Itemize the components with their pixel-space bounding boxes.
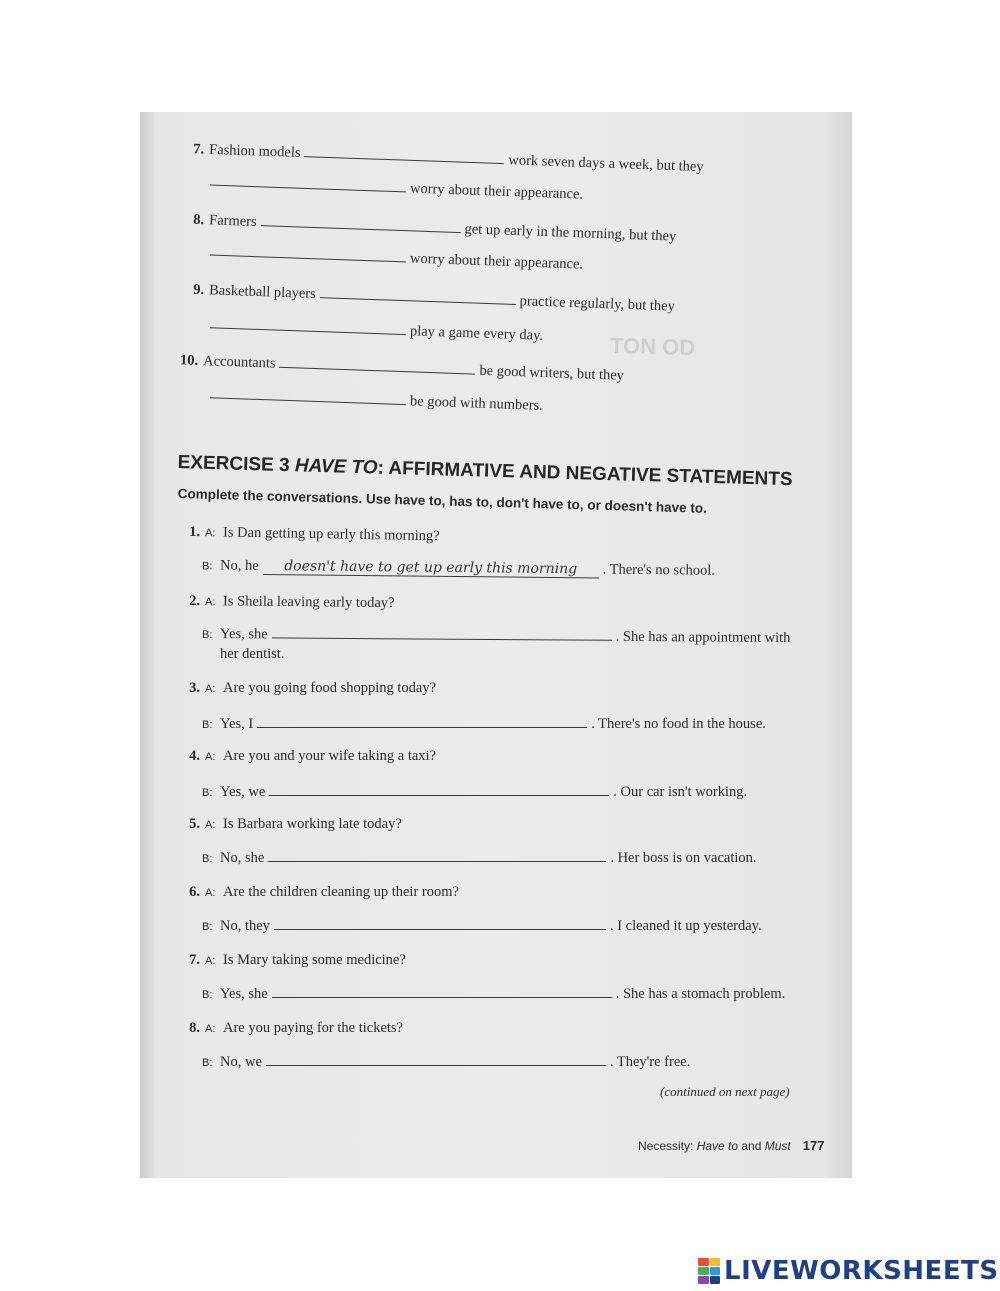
response-continued: her dentist. xyxy=(220,646,285,662)
conversation-6-b xyxy=(202,918,762,935)
speaker-b-label: B: xyxy=(202,1057,213,1069)
conversation-7-a xyxy=(180,952,406,969)
exercise-title-rest: : AFFIRMATIVE AND NEGATIVE STATEMENTS xyxy=(377,457,793,491)
conversation-4-a xyxy=(180,748,436,765)
question-text: Is Barbara working late today? xyxy=(223,816,402,832)
answer-blank[interactable] xyxy=(279,366,475,375)
response-end: . There's no school. xyxy=(602,561,716,579)
answer-blank[interactable] xyxy=(210,184,406,193)
exercise-title-italic: HAVE TO xyxy=(294,455,378,479)
response-end: . There's no food in the house. xyxy=(591,716,766,732)
response-start: Yes, she xyxy=(219,626,268,643)
conversation-2-b-cont xyxy=(220,646,284,663)
answer-blank[interactable] xyxy=(260,224,460,233)
item-end: be good with numbers. xyxy=(409,393,544,414)
continued-note: (continued on next page) xyxy=(660,1084,790,1099)
footer-italic-2: Must xyxy=(764,1139,791,1153)
question-text: Are you paying for the tickets? xyxy=(223,1020,403,1036)
conversation-1-b xyxy=(202,557,715,579)
liveworksheets-logo-icon xyxy=(698,1258,720,1284)
answer-field[interactable]: doesn't have to get up early this morning xyxy=(263,558,599,579)
response-end: . She has a stomach problem. xyxy=(615,986,786,1002)
conversation-5-b xyxy=(202,850,757,867)
response-end: . I cleaned it up yesterday. xyxy=(609,918,762,934)
item-number: 5. xyxy=(189,816,200,832)
conversation-3-b xyxy=(202,716,766,733)
speaker-b-label: B: xyxy=(201,628,213,642)
answer-field[interactable] xyxy=(257,727,587,728)
item-subject: Fashion models xyxy=(208,141,301,161)
answer-blank[interactable] xyxy=(210,326,406,335)
speaker-a-label: A: xyxy=(205,751,216,763)
logo-text: LIVEWORKSHEETS xyxy=(724,1256,999,1286)
conversation-8-a xyxy=(180,1020,403,1037)
answer-field[interactable] xyxy=(272,637,612,640)
item-9-line-2 xyxy=(206,316,544,345)
answer-field[interactable] xyxy=(272,997,612,998)
speaker-b-label: B: xyxy=(202,853,213,865)
answer-field[interactable] xyxy=(268,861,606,862)
speaker-a-label: A: xyxy=(204,596,216,609)
exercise-label: EXERCISE 3 xyxy=(177,452,290,477)
item-subject: Basketball players xyxy=(208,282,317,303)
response-start: Yes, we xyxy=(220,784,266,800)
book-page-photo xyxy=(140,112,852,1178)
speaker-b-label: B: xyxy=(202,921,213,933)
speaker-b-label: B: xyxy=(201,560,213,573)
footer-text-2: and xyxy=(738,1139,765,1153)
conversation-6-a xyxy=(180,884,459,901)
item-number: 9. xyxy=(193,281,205,299)
item-10-line-2 xyxy=(206,386,543,415)
item-number: 6. xyxy=(189,884,200,900)
item-8-line-2 xyxy=(206,243,583,273)
response-start: Yes, she xyxy=(220,986,268,1002)
item-8-line-1 xyxy=(184,211,677,245)
response-start: Yes, I xyxy=(220,716,254,732)
item-number: 4. xyxy=(189,748,200,764)
conversation-2-a xyxy=(180,593,395,612)
item-middle: get up early in the morning, but they xyxy=(464,221,677,245)
footer-italic: Have to xyxy=(696,1139,739,1153)
speaker-a-label: A: xyxy=(204,527,216,540)
item-number: 8. xyxy=(193,211,205,229)
question-text: Are you going food shopping today? xyxy=(223,680,437,696)
question-text: Is Dan getting up early this morning? xyxy=(222,524,440,545)
item-middle: practice regularly, but they xyxy=(519,293,676,315)
speaker-a-label: A: xyxy=(205,887,216,899)
speaker-a-label: A: xyxy=(205,955,216,967)
answer-field[interactable] xyxy=(274,929,606,930)
item-7-line-1 xyxy=(184,141,704,176)
answer-blank[interactable] xyxy=(210,254,406,263)
page-footer xyxy=(638,1138,824,1153)
conversation-4-b xyxy=(202,784,747,801)
item-7-line-2 xyxy=(206,173,583,203)
item-end: worry about their appearance. xyxy=(409,250,584,273)
conversation-1-a xyxy=(180,524,440,546)
item-middle: be good writers, but they xyxy=(479,362,625,384)
page-number: 177 xyxy=(802,1138,825,1153)
liveworksheets-logo xyxy=(698,1256,999,1286)
response-start: No, we xyxy=(220,1054,262,1070)
question-text: Are you and your wife taking a taxi? xyxy=(223,748,436,764)
question-text: Is Sheila leaving early today? xyxy=(222,593,395,612)
conversation-5-a xyxy=(180,816,402,833)
answer-blank[interactable] xyxy=(210,396,406,405)
item-middle: work seven days a week, but they xyxy=(508,152,704,176)
item-number: 7. xyxy=(189,952,200,968)
conversation-7-b xyxy=(202,986,785,1003)
exercise-heading xyxy=(177,452,792,491)
item-number: 7. xyxy=(193,141,205,158)
speaker-b-label: B: xyxy=(202,719,213,731)
response-start: No, they xyxy=(220,918,270,934)
response-end: . She has an appointment with xyxy=(615,628,791,647)
item-9-line-1 xyxy=(184,281,675,315)
item-10-line-1 xyxy=(178,352,624,385)
item-number: 1. xyxy=(189,523,201,541)
speaker-b-label: B: xyxy=(202,989,213,1001)
answer-blank[interactable] xyxy=(304,155,504,164)
item-number: 10. xyxy=(179,352,199,369)
question-text: Are the children cleaning up their room? xyxy=(223,884,459,900)
exercise-instructions: Complete the conversations. Use have to, has to, don't have to, or doesn't have to. xyxy=(177,486,708,516)
item-subject: Farmers xyxy=(208,212,257,230)
speaker-a-label: A: xyxy=(205,683,216,695)
speaker-a-label: A: xyxy=(205,819,216,831)
conversation-8-b xyxy=(202,1054,690,1071)
answer-blank[interactable] xyxy=(320,296,516,305)
bleed-through-text: TON OD xyxy=(609,332,696,361)
response-end: . They're free. xyxy=(609,1054,691,1070)
item-subject: Accountants xyxy=(202,353,276,372)
item-end: worry about their appearance. xyxy=(409,180,584,203)
answer-field[interactable] xyxy=(266,1065,606,1066)
item-number: 2. xyxy=(189,592,201,610)
item-number: 3. xyxy=(189,680,200,696)
response-start: No, she xyxy=(220,850,265,866)
question-text: Is Mary taking some medicine? xyxy=(223,952,406,968)
item-end: play a game every day. xyxy=(409,323,544,344)
response-end: . Our car isn't working. xyxy=(613,784,748,800)
conversation-2-b xyxy=(202,626,791,647)
response-start: No, he xyxy=(219,557,259,574)
speaker-b-label: B: xyxy=(202,787,213,799)
item-number: 8. xyxy=(189,1020,200,1036)
footer-text: Necessity: xyxy=(638,1139,697,1153)
answer-field[interactable] xyxy=(269,795,609,796)
speaker-a-label: A: xyxy=(205,1023,216,1035)
conversation-3-a xyxy=(180,680,436,697)
response-end: . Her boss is on vacation. xyxy=(610,850,757,866)
